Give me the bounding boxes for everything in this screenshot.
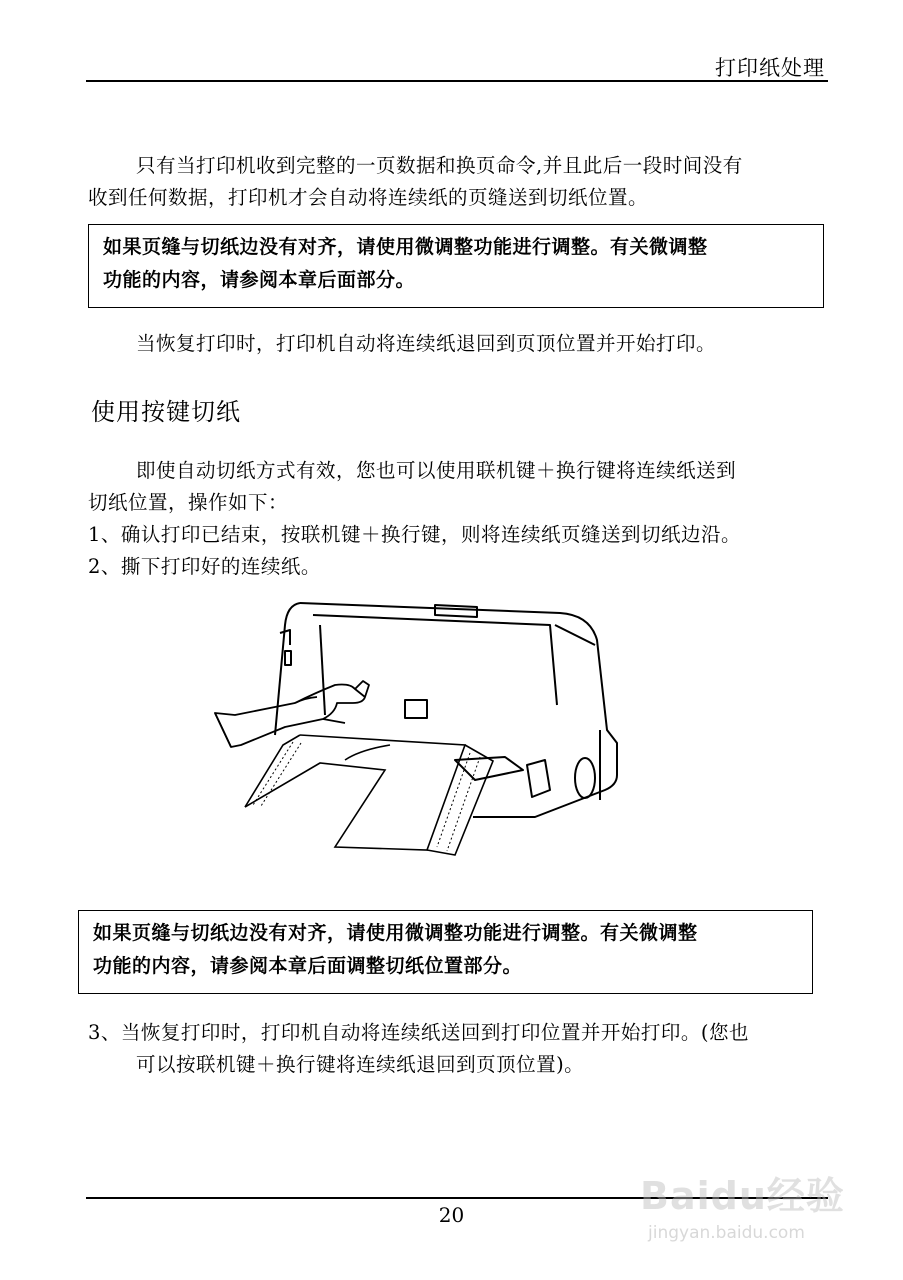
- paragraph-2: 当恢复打印时，打印机自动将连续纸退回到页顶位置并开始打印。: [136, 332, 717, 355]
- watermark-logo: Baidu经验: [640, 1174, 845, 1218]
- note-box-1: [88, 224, 824, 308]
- page-header-title: 打印纸处理: [715, 56, 825, 80]
- note-2-line-2: 功能的内容，请参阅本章后面调整切纸位置部分。: [93, 955, 523, 977]
- note-box-2: [78, 910, 813, 994]
- step-1: 1、确认打印已结束，按联机键＋换行键，则将连续纸页缝送到切纸边沿。: [88, 523, 741, 546]
- key-online: 联机: [476, 459, 517, 482]
- paragraph-3-line-2: 切纸位置，操作如下：: [88, 491, 289, 514]
- page-number: 20: [438, 1203, 465, 1227]
- paragraph-1-line-2: 收到任何数据，打印机才会自动将连续纸的页缝送到切纸位置。: [88, 186, 649, 209]
- key-linefeed: 换行: [380, 523, 421, 546]
- paragraph-1-line-1: 只有当打印机收到完整的一页数据和换页命令,并且此后一段时间没有: [136, 154, 743, 177]
- key-online: 联机: [196, 1053, 237, 1076]
- key-linefeed: 换行: [556, 459, 597, 482]
- note-1-line-1: 如果页缝与切纸边没有对齐，请使用微调整功能进行调整。有关微调整: [103, 236, 708, 258]
- step-3-line-1: 3、当恢复打印时，打印机自动将连续纸送回到打印位置并开始打印。(您也: [88, 1021, 750, 1044]
- header-divider: [86, 80, 828, 82]
- watermark: [640, 1145, 860, 1255]
- paragraph-3-line-1: 即使自动切纸方式有效，您也可以使用联机键＋换行键将连续纸送到: [136, 459, 737, 482]
- printer-illustration: [205, 585, 635, 875]
- key-online: 联机: [300, 523, 341, 546]
- watermark-url: jingyan.baidu.com: [648, 1223, 805, 1243]
- step-3-line-2: 可以按联机键＋换行键将连续纸退回到页顶位置)。: [136, 1053, 585, 1076]
- key-linefeed: 换行: [276, 1053, 317, 1076]
- section-title: 使用按键切纸: [91, 398, 241, 426]
- step-2: 2、撕下打印好的连续纸。: [88, 555, 321, 578]
- note-2-line-1: 如果页缝与切纸边没有对齐，请使用微调整功能进行调整。有关微调整: [93, 922, 698, 944]
- note-1-line-2: 功能的内容，请参阅本章后面部分。: [103, 269, 416, 291]
